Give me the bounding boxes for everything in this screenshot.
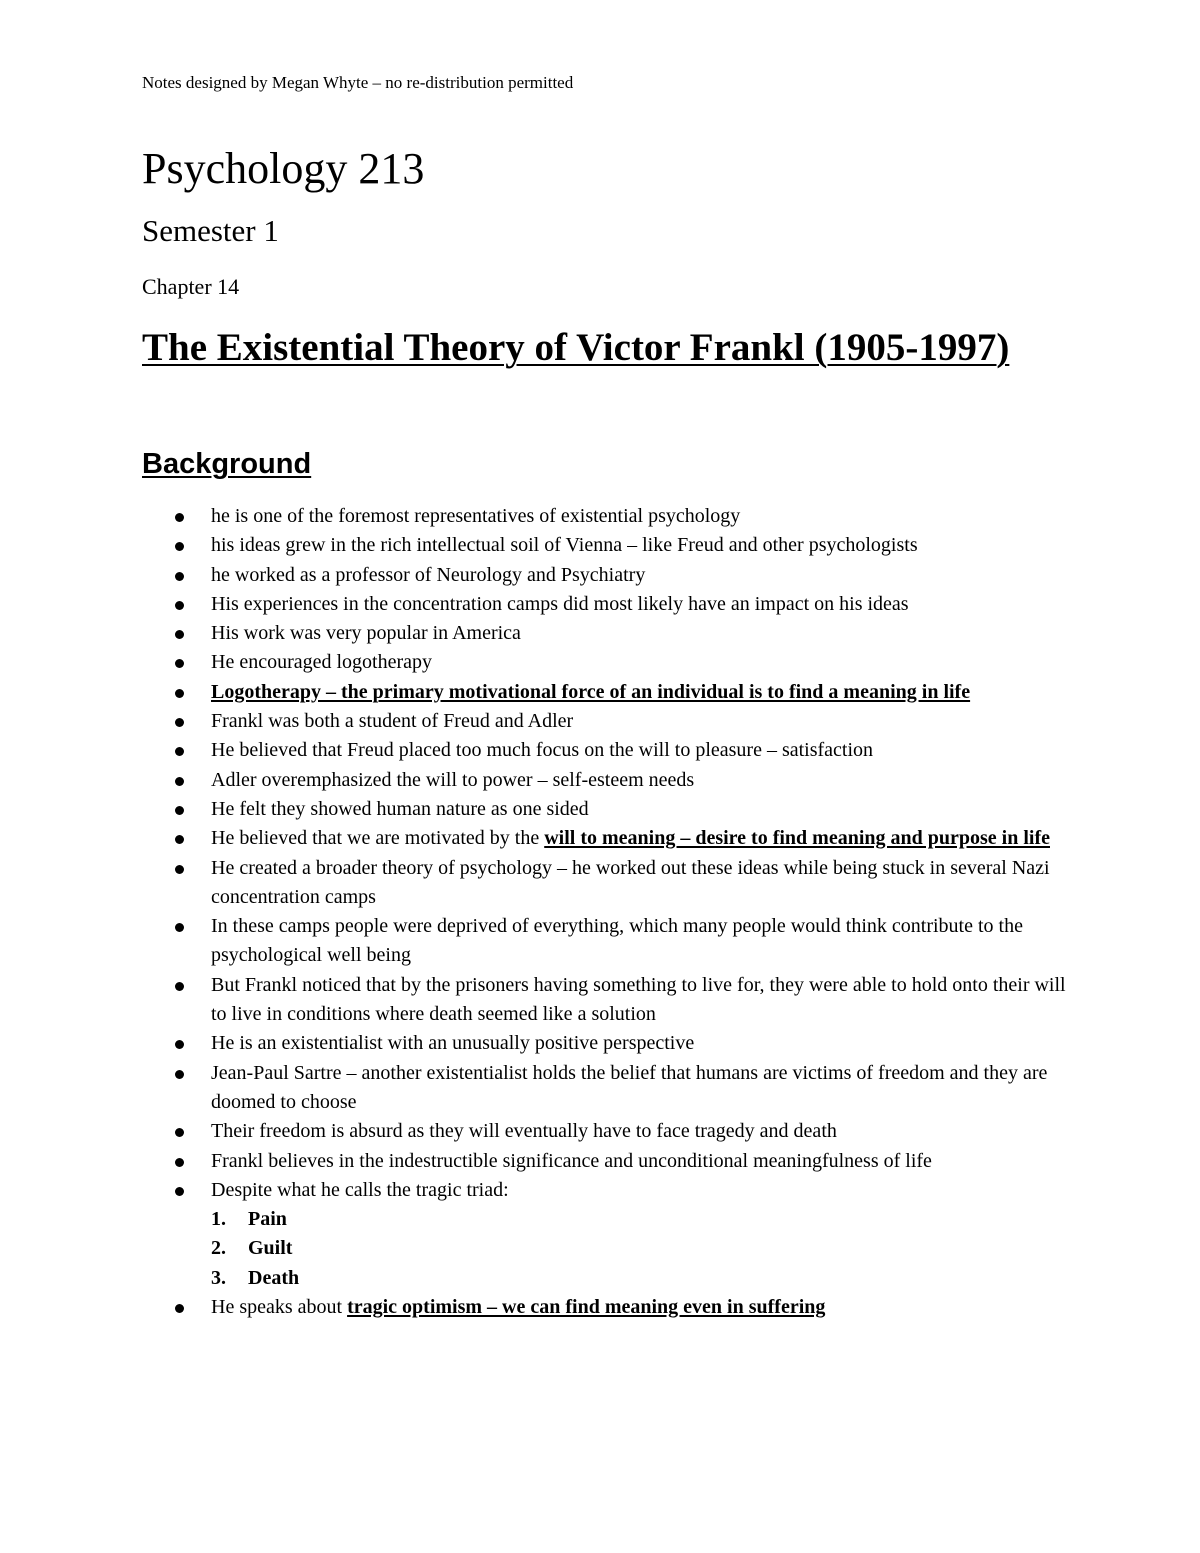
bullet-text: Frankl believes in the indestructible significance and unconditional meaningfulness of life bbox=[211, 1149, 932, 1172]
bullet-icon bbox=[175, 659, 184, 668]
bullet-item bbox=[0, 648, 1067, 677]
bullet-text: He felt they showed human nature as one sided bbox=[211, 797, 589, 820]
bullet-item bbox=[0, 971, 1067, 1030]
bullet-text: he is one of the foremost representatives of existential psychology bbox=[211, 505, 741, 527]
bullet-item bbox=[0, 1059, 1067, 1118]
bullet-text: Despite what he calls the tragic triad: bbox=[211, 1178, 509, 1201]
chapter-label: Chapter 14 bbox=[142, 274, 240, 299]
bullet-icon bbox=[175, 806, 184, 815]
bullet-item bbox=[0, 736, 1067, 765]
bullet-icon bbox=[175, 718, 184, 727]
bullet-item bbox=[0, 766, 1067, 795]
header-note: Notes designed by Megan Whyte – no re-distribution permitted bbox=[142, 73, 574, 92]
bullet-emphasis: tragic optimism – we can find meaning even in suffering bbox=[347, 1296, 826, 1319]
background-bullet-list bbox=[0, 502, 1200, 1322]
bullet-icon bbox=[175, 689, 184, 698]
bullet-item bbox=[0, 502, 1067, 531]
bullet-icon bbox=[175, 513, 184, 522]
numbered-item bbox=[0, 1264, 1200, 1293]
bullet-icon bbox=[175, 835, 184, 844]
bullet-text: his ideas grew in the rich intellectual soil of Vienna – like Freud and other psychologists bbox=[211, 534, 918, 557]
tragic-triad-list bbox=[0, 1205, 1200, 1293]
bullet-text: Jean-Paul Sartre – another existentialist holds the belief that humans are victims of freedom and they are doomed to choose bbox=[211, 1061, 1048, 1113]
bullet-item bbox=[0, 1029, 1067, 1058]
bullet-text: But Frankl noticed that by the prisoners having something to live for, they were able to hold onto their will to live in conditions where death seemed like a solution bbox=[211, 973, 1066, 1026]
section-heading-background: Background bbox=[142, 448, 312, 480]
bullet-item bbox=[0, 531, 1067, 560]
item-number: 2. bbox=[211, 1237, 226, 1260]
bullet-icon bbox=[175, 1040, 184, 1049]
item-text: Death bbox=[248, 1266, 300, 1289]
semester-label: Semester 1 bbox=[142, 213, 279, 248]
tragic-triad-container bbox=[0, 1205, 1200, 1293]
item-text: Pain bbox=[248, 1208, 287, 1231]
bullet-icon bbox=[175, 923, 184, 932]
bullet-text: His experiences in the concentration camps did most likely have an impact on his ideas bbox=[211, 592, 909, 615]
bullet-item bbox=[0, 1117, 1067, 1146]
item-text: Guilt bbox=[248, 1237, 293, 1260]
bullet-icon bbox=[175, 572, 184, 581]
bullet-icon bbox=[175, 601, 184, 610]
numbered-item bbox=[0, 1205, 1200, 1234]
bullet-icon bbox=[175, 1304, 184, 1313]
bullet-text: He speaks about bbox=[211, 1296, 348, 1319]
item-number: 3. bbox=[211, 1266, 226, 1289]
bullet-text: He believed that Freud placed too much focus on the will to pleasure – satisfaction bbox=[211, 739, 874, 762]
bullet-text: he worked as a professor of Neurology and Psychiatry bbox=[211, 563, 646, 586]
bullet-text: Their freedom is absurd as they will eventually have to face tragedy and death bbox=[211, 1120, 837, 1143]
bullet-text: In these camps people were deprived of everything, which many people would think contribute to the psychological well being bbox=[211, 915, 1023, 967]
bullet-text: He is an existentialist with an unusually positive perspective bbox=[211, 1032, 695, 1055]
bullet-text: He believed that we are motivated by the bbox=[211, 827, 545, 850]
document-title: The Existential Theory of Victor Frankl (1905-1997) bbox=[142, 326, 1010, 369]
bullet-icon bbox=[175, 747, 184, 756]
bullet-item bbox=[0, 795, 1067, 824]
bullet-item bbox=[0, 824, 1067, 853]
bullet-item bbox=[0, 561, 1067, 590]
bullet-item bbox=[0, 619, 1067, 648]
bullet-icon bbox=[175, 1128, 184, 1137]
bullet-item bbox=[0, 678, 1067, 707]
item-number: 1. bbox=[211, 1208, 226, 1231]
bullet-item bbox=[0, 1293, 1067, 1322]
bullet-text: Adler overemphasized the will to power – self-esteem needs bbox=[211, 768, 695, 791]
bullet-item bbox=[0, 854, 1067, 913]
bullet-item bbox=[0, 912, 1067, 971]
bullet-emphasis: Logotherapy – the primary motivational force of an individual is to find a meaning in life bbox=[211, 680, 971, 703]
bullet-icon bbox=[175, 777, 184, 786]
bullet-icon bbox=[175, 1070, 184, 1079]
course-title: Psychology 213 bbox=[142, 144, 425, 193]
bullet-item bbox=[0, 1176, 1067, 1205]
numbered-item bbox=[0, 1234, 1200, 1263]
bullet-icon bbox=[175, 542, 184, 551]
bullet-item bbox=[0, 1147, 1067, 1176]
bullet-item bbox=[0, 707, 1067, 736]
bullet-item bbox=[0, 590, 1067, 619]
bullet-icon bbox=[175, 1158, 184, 1167]
bullet-text: His work was very popular in America bbox=[211, 622, 521, 645]
bullet-text: He encouraged logotherapy bbox=[211, 651, 433, 674]
bullet-text: Frankl was both a student of Freud and Adler bbox=[211, 710, 574, 733]
bullet-icon bbox=[175, 630, 184, 639]
bullet-icon bbox=[175, 982, 184, 991]
bullet-icon bbox=[175, 1187, 184, 1196]
bullet-emphasis: will to meaning – desire to find meaning and purpose in life bbox=[544, 827, 1050, 850]
bullet-text: He created a broader theory of psychology – he worked out these ideas while being stuck in several Nazi concentration camps bbox=[211, 856, 1050, 908]
bullet-icon bbox=[175, 865, 184, 874]
